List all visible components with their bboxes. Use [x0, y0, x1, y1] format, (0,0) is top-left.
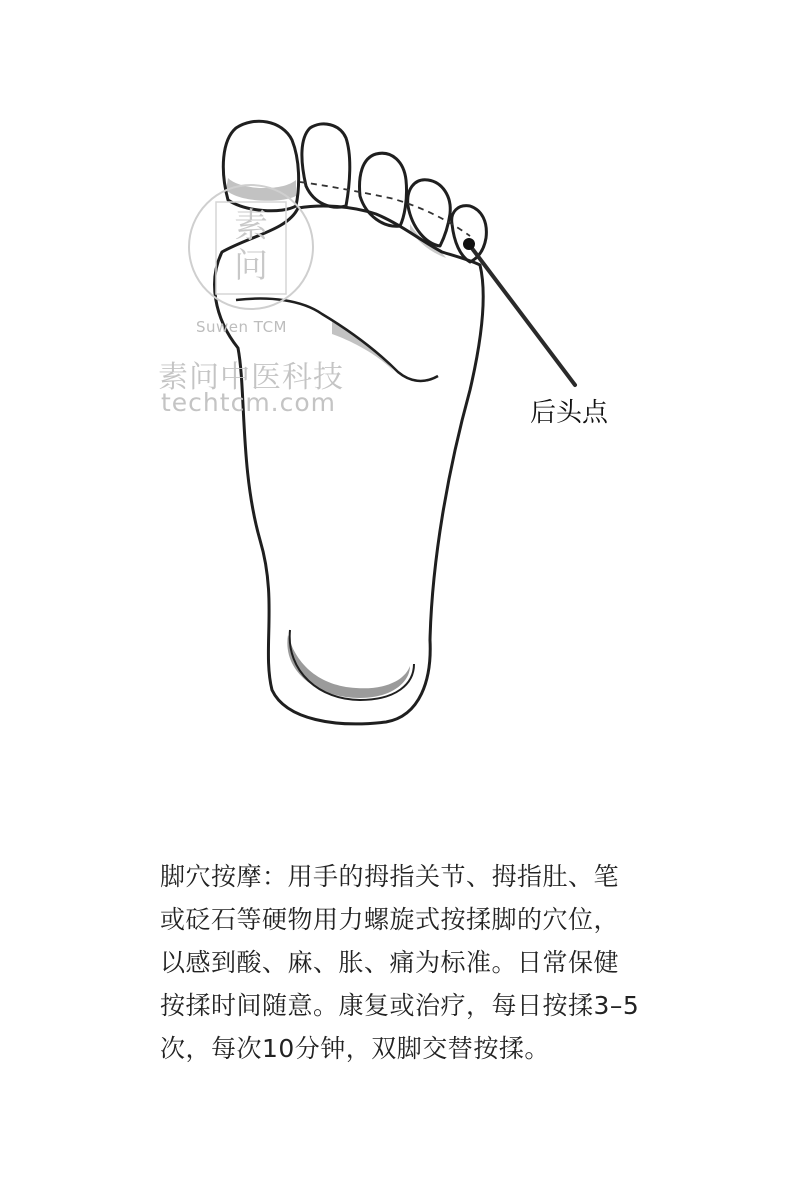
acupoint-dot — [463, 238, 475, 250]
massage-instructions: 脚穴按摩：用手的拇指关节、拇指肚、笔或砭石等硬物用力螺旋式按揉脚的穴位，以感到酸、麻、胀、痛为标准。日常保健按揉时间随意。康复或治疗，每日按揉3–5次，每次10分钟，双脚交替按揉。 — [160, 862, 640, 1063]
watermark-latin-text: Suwen TCM — [196, 318, 287, 336]
watermark-seal-text: 素问 — [234, 206, 268, 286]
third-toe — [360, 153, 407, 226]
pointer-line — [468, 243, 575, 385]
little-toe — [452, 206, 487, 262]
acupoint-label: 后头点 — [530, 398, 609, 428]
watermark-domain: techtcm.com — [161, 388, 337, 417]
watermark-name: 素问中医科技 — [158, 360, 344, 395]
heel-shading — [287, 635, 410, 698]
